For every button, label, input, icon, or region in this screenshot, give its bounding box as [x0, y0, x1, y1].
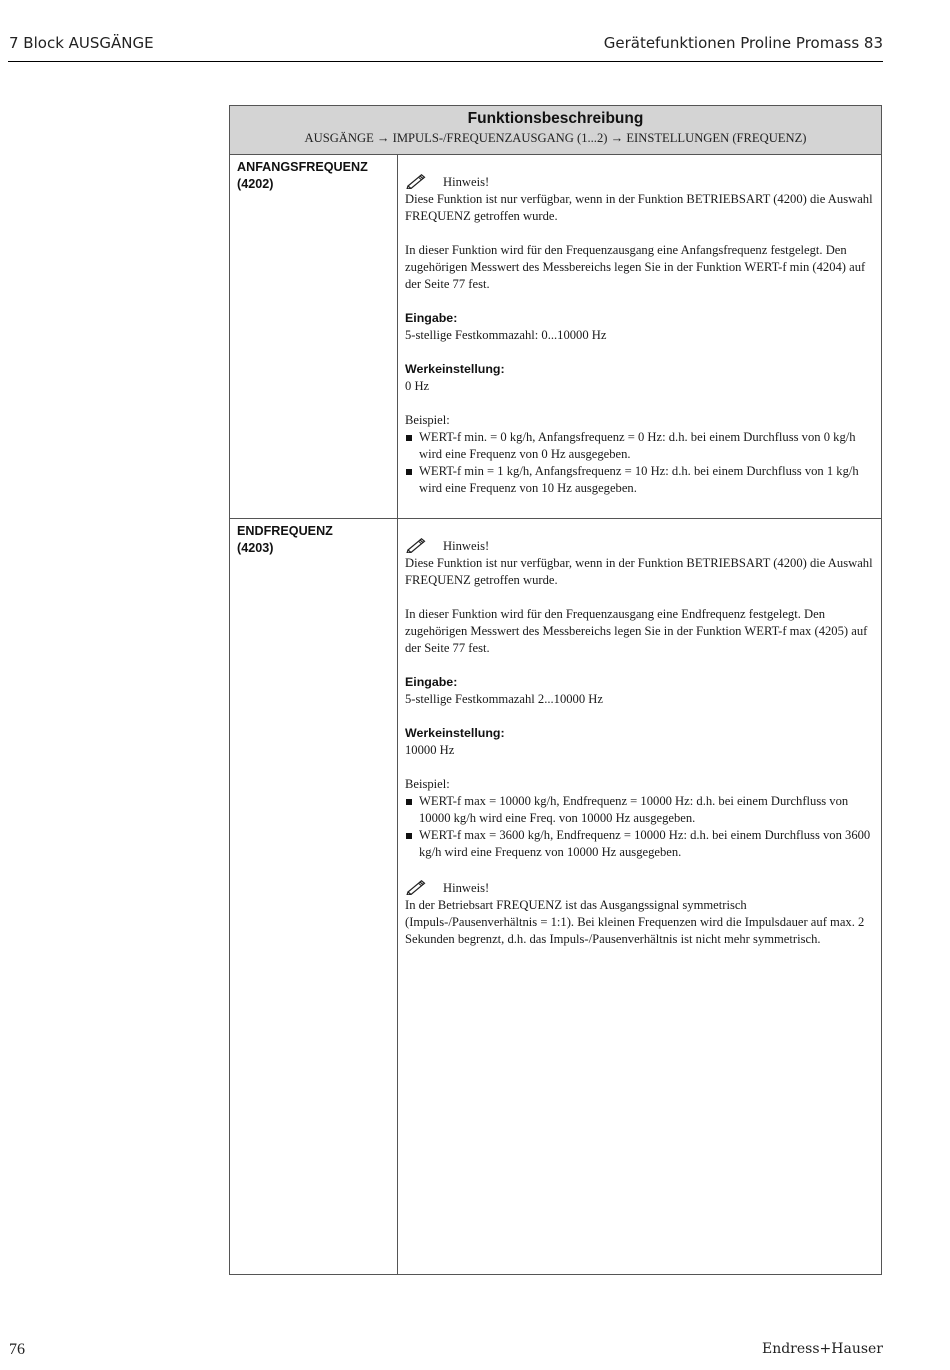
function-table — [229, 105, 882, 1275]
function-description-cell — [405, 172, 877, 497]
example-label: Beispiel: — [405, 413, 450, 427]
note — [405, 878, 877, 897]
function-name: ENDFREQUENZ — [237, 524, 333, 538]
note-text: In der Betriebsart FREQUENZ ist das Ausgangssignal symmetrisch (Impuls-/Pausenverhältnis = 1:1). Bei kleinen Frequenzen wird die Impulsdauer auf max. 2 Sekunden begrenzt, d.h. das Impuls-/Pausenverhältnis ist nicht mehr symmetrisch. — [405, 898, 865, 946]
function-description-cell — [405, 536, 877, 948]
note-text: Diese Funktion ist nur verfügbar, wenn in der Funktion BETRIEBSART (4200) die Auswahl FREQUENZ getroffen wurde. — [405, 192, 873, 223]
input-value: 5-stellige Festkommazahl: 0...10000 Hz — [405, 328, 607, 342]
brand-logo: Endress+Hauser — [761, 1341, 883, 1357]
input-label: Eingabe: — [405, 675, 458, 689]
table-title: Funktionsbeschreibung — [467, 110, 644, 127]
input-value: 5-stellige Festkommazahl 2...10000 Hz — [405, 692, 603, 706]
description-text: In dieser Funktion wird für den Frequenzausgang eine Anfangsfrequenz festgelegt. Den zugehörigen Messwert des Messbereichs legen Sie in der Funktion WERT-f min (4204) auf der Seite 77 fest. — [405, 243, 866, 291]
pencil-icon — [405, 172, 427, 189]
menu-path: AUSGÄNGE → IMPULS-/FREQUENZAUSGANG (1...2) → EINSTELLUNGEN (FREQUENZ) — [304, 131, 807, 145]
description-text: In dieser Funktion wird für den Frequenzausgang eine Endfrequenz festgelegt. Den zugehörigen Messwert des Messbereichs legen Sie in der Funktion WERT-f max (4205) auf der Seite 77 fest. — [405, 607, 868, 655]
default-value: 10000 Hz — [405, 743, 455, 757]
pencil-icon — [405, 536, 427, 553]
note-label: Hinweis! — [443, 539, 490, 553]
function-code: (4202) — [237, 177, 274, 191]
example-item: WERT-f min = 1 kg/h, Anfangsfrequenz = 10 Hz: d.h. bei einem Durchfluss von 1 kg/h wird eine Frequenz von 10 Hz ausgegeben. — [405, 463, 877, 497]
header-rule — [8, 61, 883, 62]
running-header-title: Gerätefunktionen Proline Promass 83 — [603, 34, 883, 52]
note-text: Diese Funktion ist nur verfügbar, wenn in der Funktion BETRIEBSART (4200) die Auswahl FREQUENZ getroffen wurde. — [405, 556, 873, 587]
note-label: Hinweis! — [443, 881, 490, 895]
function-name: ANFANGSFREQUENZ — [237, 160, 368, 174]
column-divider — [397, 154, 398, 1274]
note-label: Hinweis! — [443, 175, 490, 189]
pencil-icon — [405, 878, 427, 895]
row-divider — [230, 518, 881, 519]
example-label: Beispiel: — [405, 777, 450, 791]
function-code: (4203) — [237, 541, 274, 555]
note — [405, 172, 877, 191]
page-number: 76 — [9, 1341, 25, 1358]
table-header — [230, 106, 881, 155]
default-label: Werkeinstellung: — [405, 362, 505, 376]
function-name-cell — [237, 523, 333, 557]
default-label: Werkeinstellung: — [405, 726, 505, 740]
running-header-section: 7 Block AUSGÄNGE — [9, 34, 154, 52]
note — [405, 536, 877, 555]
default-value: 0 Hz — [405, 379, 430, 393]
example-item: WERT-f min. = 0 kg/h, Anfangsfrequenz = 0 Hz: d.h. bei einem Durchfluss von 0 kg/h wird eine Frequenz von 0 Hz ausgegeben. — [405, 429, 877, 463]
example-item: WERT-f max = 3600 kg/h, Endfrequenz = 10000 Hz: d.h. bei einem Durchfluss von 3600 kg/h wird eine Frequenz von 10000 Hz ausgegeben. — [405, 827, 877, 861]
function-name-cell — [237, 159, 368, 193]
example-item: WERT-f max = 10000 kg/h, Endfrequenz = 10000 Hz: d.h. bei einem Durchfluss von 10000 kg/h wird eine Freq. von 10000 Hz ausgegeben. — [405, 793, 877, 827]
input-label: Eingabe: — [405, 311, 458, 325]
